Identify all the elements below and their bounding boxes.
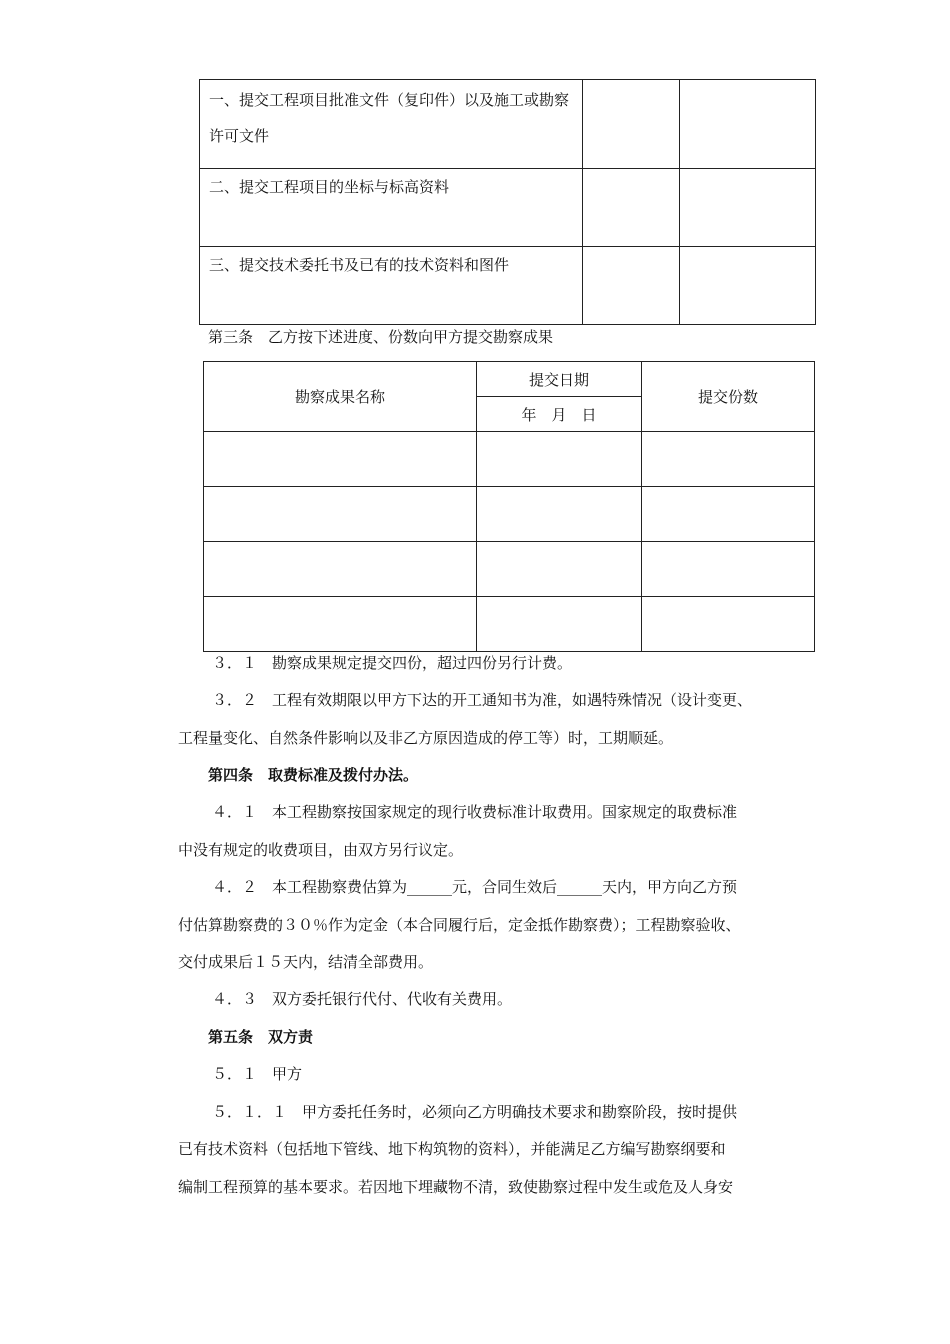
table-cell xyxy=(583,169,680,247)
deliverables-table xyxy=(203,361,815,652)
article-5-heading: 第五条 双方责 xyxy=(208,1028,314,1046)
article-4-heading: 第四条 取费标准及拨付办法。 xyxy=(208,766,419,784)
table-row xyxy=(200,80,816,169)
clause-5-1-1-line2: 已有技术资料（包括地下管线、地下构筑物的资料），并能满足乙方编写勘察纲要和 xyxy=(178,1140,726,1158)
clause-4-2-line2: 付估算勘察费的３０％作为定金（本合同履行后，定金抵作勘察费）；工程勘察验收、 xyxy=(178,916,741,934)
table-cell xyxy=(477,432,642,487)
clause-5-1-1-line3: 编制工程预算的基本要求。若因地下埋藏物不清，致使勘察过程中发生或危及人身安 xyxy=(178,1178,734,1196)
clause-4-2-line1: ４．２ 本工程勘察费估算为______元，合同生效后______天内，甲方向乙方预 xyxy=(212,878,738,896)
table-cell xyxy=(477,597,642,652)
table-cell: 三、提交技术委托书及已有的技术资料和图件 xyxy=(200,247,583,325)
clause-3-1: ３．１ 勘察成果规定提交四份，超过四份另行计费。 xyxy=(212,654,573,672)
table-cell xyxy=(642,597,815,652)
table-cell xyxy=(583,247,680,325)
table-cell xyxy=(679,247,815,325)
table-cell xyxy=(477,487,642,542)
clause-3-2-line2: 工程量变化、自然条件影响以及非乙方原因造成的停工等）时，工期顺延。 xyxy=(178,729,674,747)
table-cell xyxy=(679,169,815,247)
table-row xyxy=(204,542,815,597)
table-cell xyxy=(679,80,815,169)
clause-4-2-line3: 交付成果后１５天内，结清全部费用。 xyxy=(178,953,434,971)
table-cell: 一、提交工程项目批准文件（复印件）以及施工或勘察许可文件 xyxy=(200,80,583,169)
col-header-name: 勘察成果名称 xyxy=(204,362,477,432)
table-row xyxy=(200,169,816,247)
table-header-row xyxy=(204,362,815,397)
table-cell xyxy=(204,542,477,597)
col-header-copies: 提交份数 xyxy=(642,362,815,432)
table-cell xyxy=(204,432,477,487)
clause-5-1: ５．１ 甲方 xyxy=(212,1065,303,1083)
table-cell xyxy=(477,542,642,597)
table-cell xyxy=(204,597,477,652)
clause-4-1-line1: ４．１ 本工程勘察按国家规定的现行收费标准计取费用。国家规定的取费标准 xyxy=(212,803,738,821)
table-row xyxy=(204,597,815,652)
table-cell xyxy=(583,80,680,169)
table-row xyxy=(204,487,815,542)
clause-4-1-line2: 中没有规定的收费项目，由双方另行议定。 xyxy=(178,841,464,859)
table-row xyxy=(204,432,815,487)
clause-4-3: ４．３ 双方委托银行代付、代收有关费用。 xyxy=(212,990,513,1008)
table-cell xyxy=(642,432,815,487)
article-3-heading: 第三条 乙方按下述进度、份数向甲方提交勘察成果 xyxy=(208,328,554,346)
table-cell xyxy=(204,487,477,542)
submission-items-table xyxy=(199,79,816,325)
table-cell xyxy=(642,542,815,597)
table-cell: 二、提交工程项目的坐标与标高资料 xyxy=(200,169,583,247)
clause-3-2-line1: ３．２ 工程有效期限以甲方下达的开工通知书为准，如遇特殊情况（设计变更、 xyxy=(212,691,753,709)
table-cell xyxy=(642,487,815,542)
clause-5-1-1-line1: ５．１．１ 甲方委托任务时，必须向乙方明确技术要求和勘察阶段，按时提供 xyxy=(212,1103,738,1121)
col-header-date: 提交日期 xyxy=(477,362,642,397)
col-header-date-sub: 年 月 日 xyxy=(477,397,642,432)
table-row xyxy=(200,247,816,325)
